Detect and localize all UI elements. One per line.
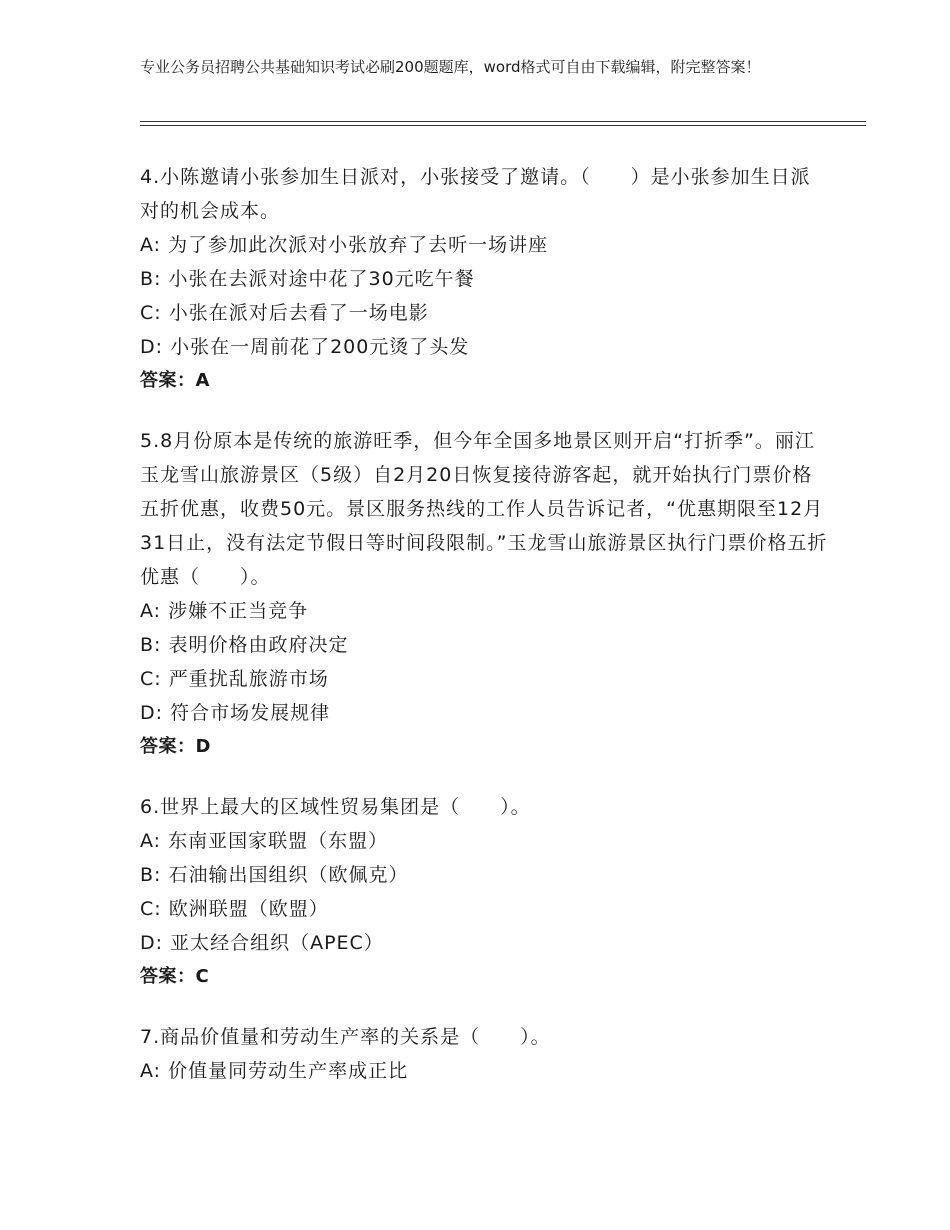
question-6 (140, 790, 830, 994)
document-header: 专业公务员招聘公共基础知识考试必刷200题题库，word格式可自由下载编辑，附完整答案！ (140, 58, 761, 76)
header-divider-bottom (140, 125, 866, 126)
option-a: A: 涉嫌不正当竞争 (140, 600, 309, 622)
option-c: C: 欧洲联盟（欧盟） (140, 898, 329, 920)
option-b: B: 小张在去派对途中花了30元吃午餐 (140, 268, 475, 290)
option-a: A: 为了参加此次派对小张放弃了去听一场讲座 (140, 234, 549, 256)
option-a: A: 东南亚国家联盟（东盟） (140, 830, 389, 852)
option-d: D: 符合市场发展规律 (140, 702, 331, 724)
question-list (140, 160, 830, 1114)
option-a: A: 价值量同劳动生产率成正比 (140, 1060, 409, 1082)
answer: 答案：D (140, 736, 211, 757)
header-divider-top (140, 121, 866, 122)
option-d: D: 亚太经合组织（APEC） (140, 932, 384, 954)
option-d: D: 小张在一周前花了200元烫了头发 (140, 336, 470, 358)
option-b: B: 表明价格由政府决定 (140, 634, 349, 656)
question-stem: 6.世界上最大的区域性贸易集团是（ ）。 (140, 796, 531, 818)
answer: 答案：C (140, 966, 210, 987)
option-c: C: 严重扰乱旅游市场 (140, 668, 329, 690)
question-4 (140, 160, 830, 398)
option-b: B: 石油输出国组织（欧佩克） (140, 864, 409, 886)
question-stem: 5.8月份原本是传统的旅游旺季，但今年全国多地景区则开启“打折季”。丽江玉龙雪山旅游景区（5级）自2月20日恢复接待游客起，就开始执行门票价格五折优惠，收费50元。景区服务热线的工作人员告诉记者，“优惠期限至12月31日止，没有法定节假日等时间段限制。”玉龙雪山旅游景区执行门票价格五折优惠（ ）。 (140, 430, 828, 588)
question-stem: 4.小陈邀请小张参加生日派对，小张接受了邀请。（ ）是小张参加生日派对的机会成本。 (140, 166, 811, 222)
question-stem: 7.商品价值量和劳动生产率的关系是（ ）。 (140, 1026, 551, 1048)
question-7 (140, 1020, 830, 1088)
answer: 答案：A (140, 370, 210, 391)
option-c: C: 小张在派对后去看了一场电影 (140, 302, 429, 324)
question-5 (140, 424, 830, 764)
